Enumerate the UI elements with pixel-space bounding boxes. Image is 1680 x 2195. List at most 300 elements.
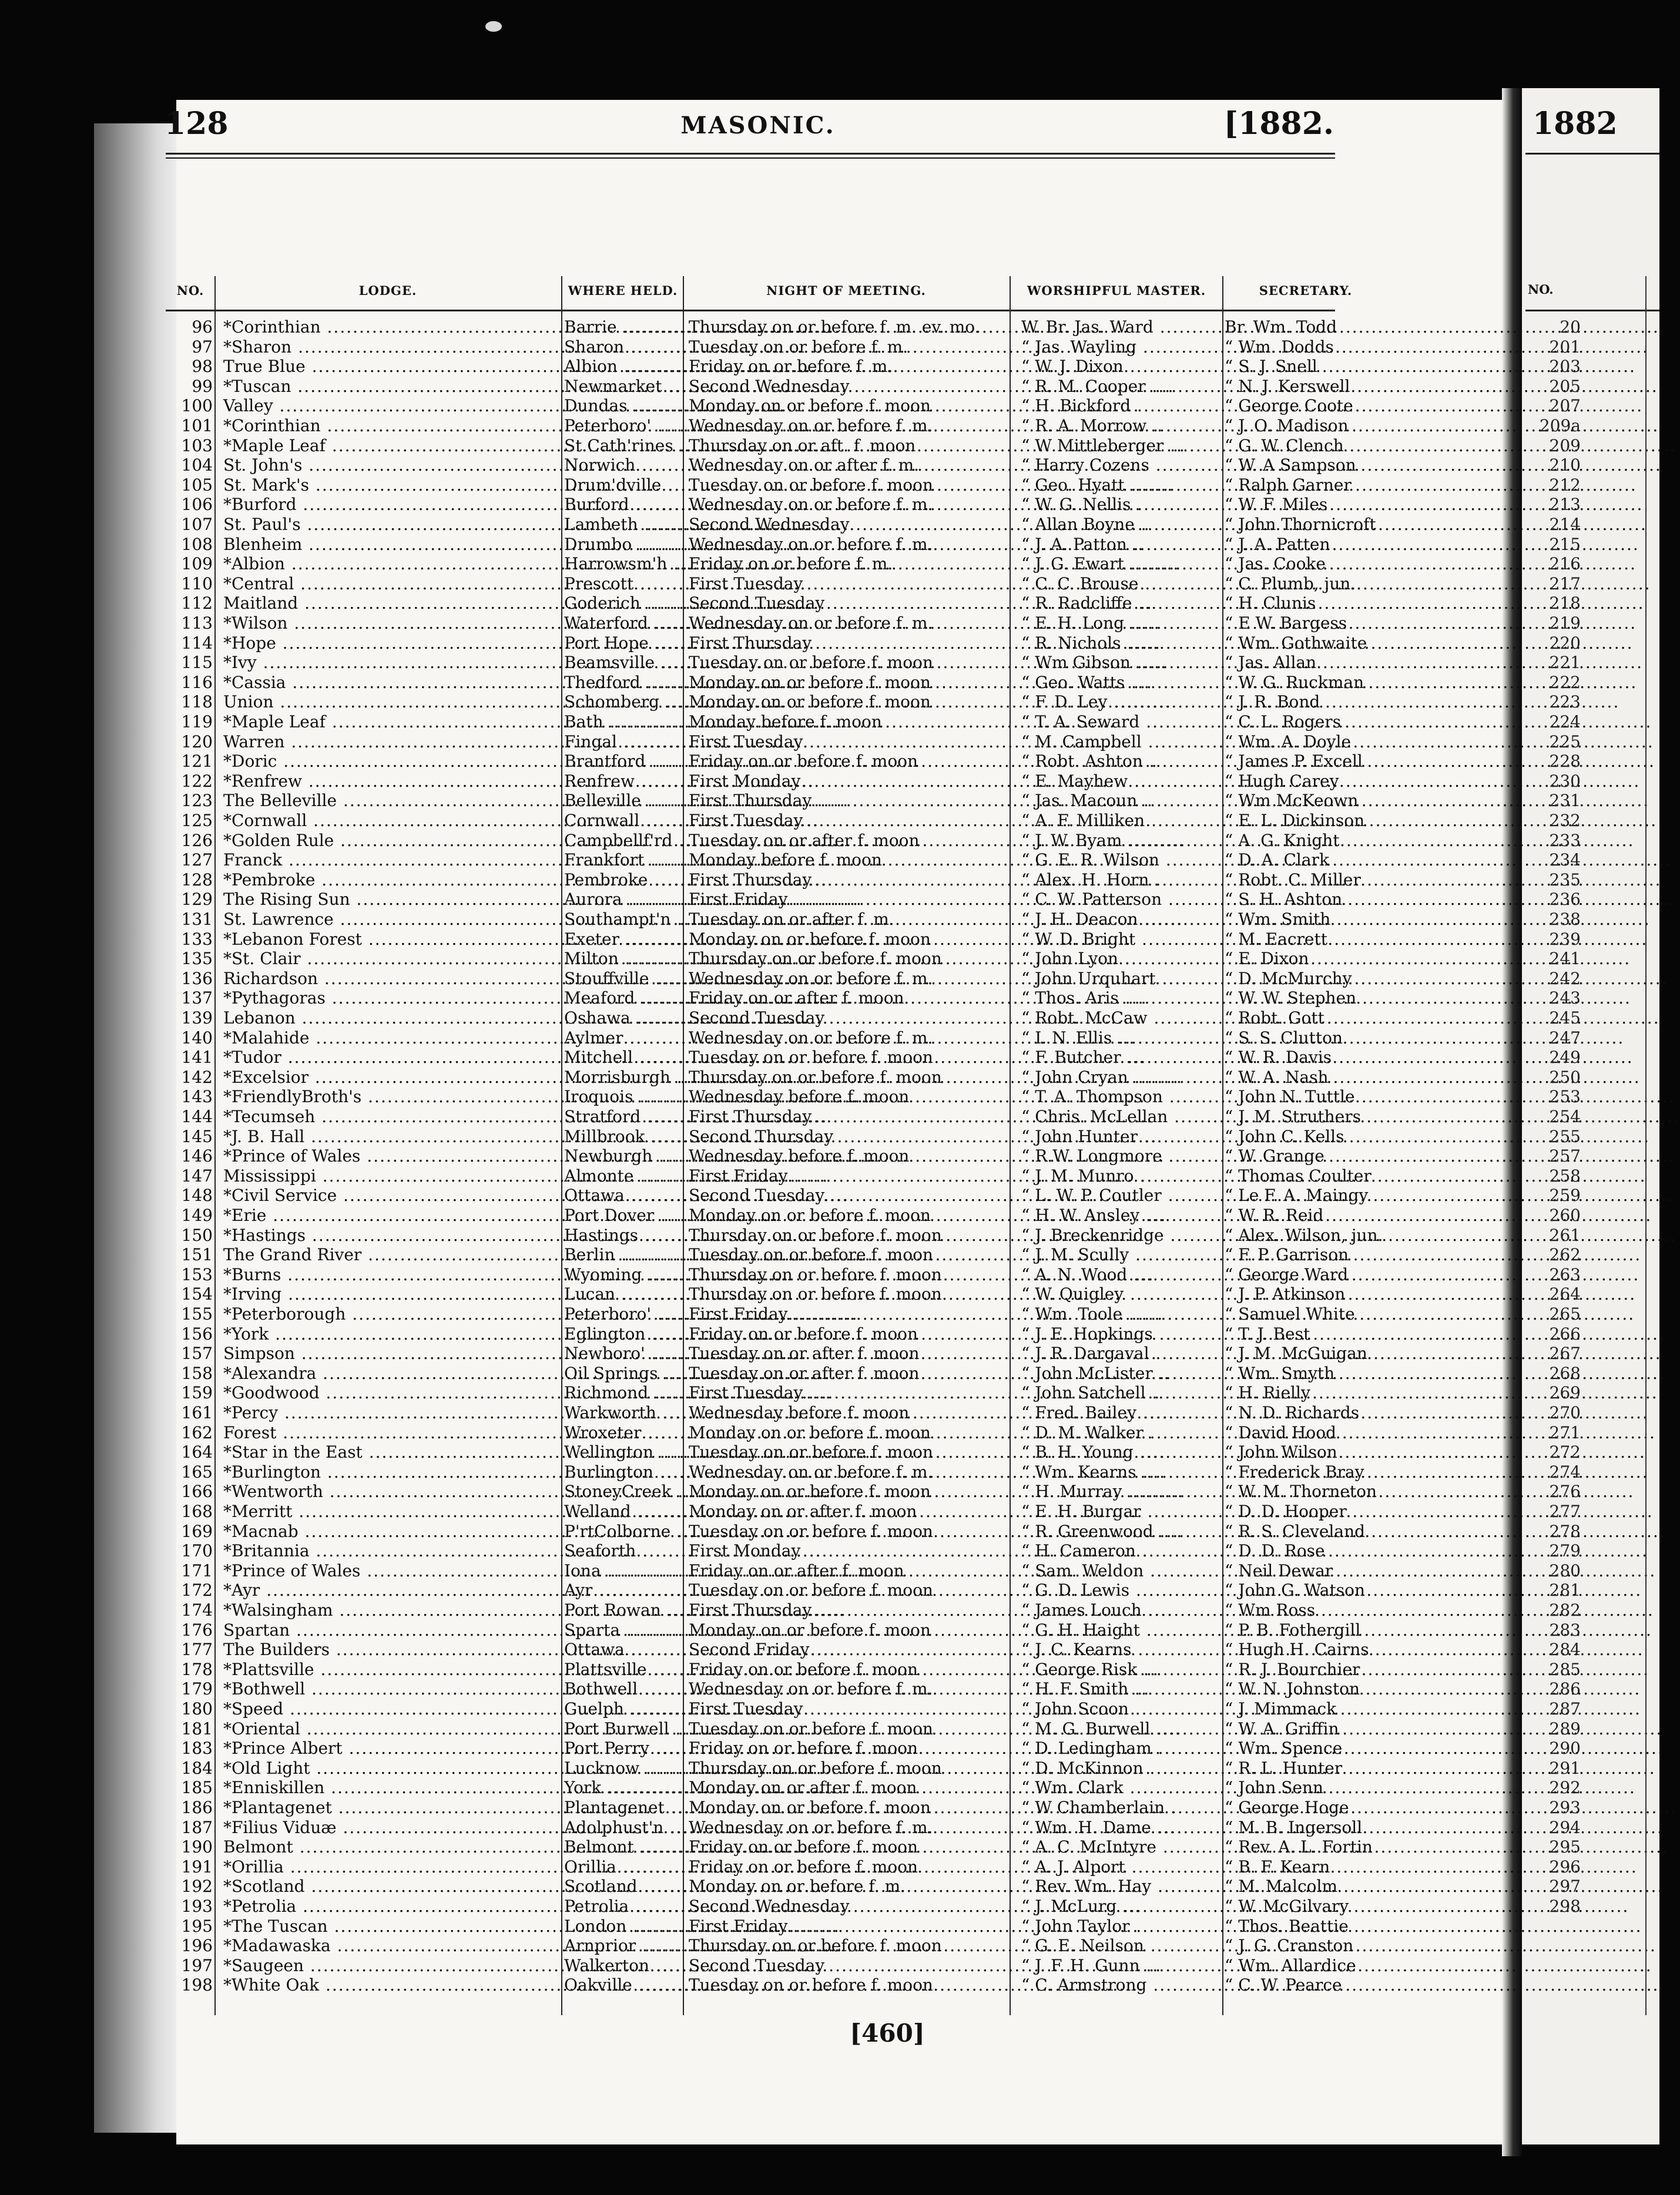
meeting-night: Tuesday on or before f. moon [689,1975,933,1995]
lodge-location: Bath ..... [564,712,693,732]
lodge-number: 135 [181,949,213,969]
lodge-number: 116 [181,672,213,692]
lodge-location: Almonte ..... [564,1166,693,1186]
lodge-location: Barrie ..... [564,317,693,337]
lodge-number: 131 [181,909,213,929]
worshipful-master: “ W. D. Bright ..... [1021,929,1222,949]
secretary: “ Samuel White [1225,1304,1355,1324]
facing-page-lodge-number: 221 [1549,653,1581,673]
worshipful-master: “ L. W. P. Coutler ..... [1021,1186,1222,1206]
worshipful-master: “ James Louch ..... [1021,1600,1222,1620]
meeting-night: Monday on or before f. moon [689,929,931,949]
secretary: “ R. S. Cleveland [1225,1521,1366,1541]
lodge-number: 159 [181,1383,213,1403]
lodge-number: 184 [181,1758,213,1778]
lodge-name: Mississippi ..... [223,1166,561,1186]
facing-page-lodge-number: 209a [1539,416,1581,435]
worshipful-master: “ G. E. R. Wilson ..... [1021,850,1222,870]
facing-page-lodge-number: 279 [1549,1541,1581,1561]
secretary: “ T. J. Best [1225,1324,1310,1344]
secretary: “ J. G. Cranston [1225,1936,1354,1956]
secretary: Br. Wm. Todd [1225,317,1337,337]
facing-page-lodge-number: 257 [1549,1146,1581,1166]
secretary: “ D. D. Rose [1225,1541,1325,1561]
lodge-location: Peterboro' ..... [564,1304,693,1324]
lodge-location: Port Rowan ..... [564,1600,693,1620]
facing-page-lodge-number: 245 [1549,1008,1581,1028]
worshipful-master: “ H. W. Ansley ..... [1021,1206,1222,1226]
worshipful-master: “ B. H. Young ..... [1021,1442,1222,1462]
worshipful-master: “ E. Mayhew ..... [1021,771,1222,791]
lodge-name: *Sharon ..... [223,337,561,357]
lodge-name: *Corinthian ..... [223,317,561,337]
lodge-location: Burlington ..... [564,1462,693,1482]
worshipful-master: “ Wm. H. Dame ..... [1021,1818,1222,1838]
lodge-name: *Old Light ..... [223,1758,561,1778]
worshipful-master: “ J. M. Munro ..... [1021,1166,1222,1186]
lodge-location: Renfrew ..... [564,771,693,791]
worshipful-master: “ A. F. Milliken ..... [1021,811,1222,831]
worshipful-master: “ T. A. Thompson ..... [1021,1087,1222,1107]
meeting-night: Thursday on or before f. moon [689,1264,942,1284]
lodge-location: Peterboro' ..... [564,416,693,436]
secretary: “ Jas. Cooke [1225,554,1326,574]
lodge-location: Meaford ..... [564,988,693,1008]
lodge-name: Belmont ..... [223,1837,561,1857]
worshipful-master: “ W. G. Nellis ..... [1021,495,1222,515]
lodge-number: 107 [181,515,213,534]
worshipful-master: “ Wm. Kearns ..... [1021,1462,1222,1482]
worshipful-master: “ Thos. Aris ..... [1021,988,1222,1008]
lodge-name: *Albion ..... [223,554,561,574]
worshipful-master: “ M. G. Burwell ..... [1021,1719,1222,1739]
lodge-name: *Walsingham ..... [223,1600,561,1620]
page-footer-number: [460] [850,2019,925,2048]
lodge-location: P'rtColborne ..... [564,1522,693,1542]
secretary: “ Thos. Beattie [1225,1916,1349,1936]
secretary: “ W. N. Johnston [1225,1679,1360,1699]
meeting-night: Tuesday on or before f. moon [689,1245,933,1265]
lodge-name: St. Mark's ..... [223,475,561,495]
lodge-name: *Goodwood ..... [223,1383,561,1403]
secretary: “ Wm. Smith [1225,909,1331,929]
facing-page-lodge-number: 293 [1549,1798,1581,1817]
lodge-number: 122 [181,771,213,791]
worshipful-master: “ H. Bickford ..... [1021,396,1222,416]
lodge-number: 196 [181,1936,213,1956]
page-year: [1882. [1223,106,1334,142]
meeting-night: Wednesday before f. moon [689,1146,910,1166]
lodge-name: *Excelsior ..... [223,1068,561,1088]
meeting-night: Tuesday on or before f. moon [689,1521,933,1541]
lodge-number: 178 [181,1659,213,1679]
lodge-number: 129 [181,890,213,909]
secretary: “ D. McMurchy [1225,968,1352,988]
worshipful-master: “ Jas. Macoun ..... [1021,791,1222,811]
secretary: “ W. G. Ruckman [1225,672,1364,692]
lodge-number: 133 [181,929,213,949]
secretary: “ Le F. A. Maingy [1225,1186,1369,1206]
film-speck [485,21,502,32]
secretary: “ Wm. Spence [1225,1738,1343,1758]
lodge-name: *Burlington ..... [223,1462,561,1482]
secretary: “ G. W. Clench [1225,435,1344,455]
lodge-number: 146 [181,1146,213,1166]
secretary: “ J. O. Madison [1225,416,1349,435]
meeting-night: Second Tuesday [689,593,825,613]
lodge-location: Lucknow ..... [564,1758,693,1778]
lodge-name: True Blue ..... [223,357,561,377]
lodge-number: 141 [181,1048,213,1068]
lodge-name: *FriendlyBroth's ..... [223,1087,561,1107]
secretary: “ Wm. Allardice [1225,1955,1356,1975]
worshipful-master: “ John McLister ..... [1021,1364,1222,1384]
lodge-location: Schomberg ..... [564,692,693,712]
column-header-rule [166,310,1335,311]
lodge-name: *Oriental ..... [223,1719,561,1739]
secretary: “ S. S. Clutton [1225,1028,1343,1048]
lodge-name: *Orillia ..... [223,1857,561,1877]
lodge-name: *Alexandra ..... [223,1364,561,1384]
facing-page-lodge-number: 286 [1549,1679,1581,1699]
lodge-location: Iona ..... [564,1561,693,1581]
worshipful-master: W. Br. Jas. Ward ..... [1021,317,1222,337]
lodge-location: Prescott ..... [564,574,693,594]
meeting-night: Friday on or before f. moon [689,1857,918,1877]
lodge-location: Wyoming ..... [564,1265,693,1285]
meeting-night: Wednesday on or before f. m. [689,1679,933,1699]
lodge-number: 156 [181,1324,213,1344]
lodge-location: Newburgh ..... [564,1146,693,1166]
facing-page-column-divider [1645,276,1647,2015]
lodge-number: 149 [181,1206,213,1225]
facing-page-lodge-number: 284 [1549,1640,1581,1660]
lodge-number: 136 [181,968,213,988]
lodge-location: Oakville ..... [564,1975,693,1995]
secretary: “ Hugh H. Cairns [1225,1640,1369,1660]
facing-page-lodge-number: 266 [1549,1324,1581,1344]
lodge-number: 97 [192,337,213,357]
worshipful-master: “ Harry Cozens ..... [1021,455,1222,475]
meeting-night: Thursday on or before f. moon [689,1067,942,1087]
lodge-name: *The Tuscan ..... [223,1917,561,1936]
secretary: “ C. L. Rogers [1225,712,1342,731]
lodge-name: *Burns ..... [223,1265,561,1285]
worshipful-master: “ Wm Gibson ..... [1021,653,1222,673]
lodge-name: *Percy ..... [223,1403,561,1423]
lodge-location: Millbrook ..... [564,1127,693,1147]
secretary: “ Jas. Allan [1225,653,1317,673]
lodge-name: *Tudor ..... [223,1048,561,1068]
meeting-night: Second Wednesday [689,1897,850,1916]
meeting-night: Friday on or after f. moon [689,988,904,1008]
meeting-night: First Tuesday [689,1383,803,1403]
facing-page-rule [1525,153,1659,155]
worshipful-master: “ T. A. Seward ..... [1021,712,1222,732]
meeting-night: Monday on or before f. m. [689,1877,906,1897]
facing-page-lodge-number: 295 [1549,1837,1581,1857]
worshipful-master: “ Allan Boyne ..... [1021,515,1222,535]
secretary: “ W. A. Griffin [1225,1719,1339,1738]
facing-page-lodge-number: 269 [1549,1383,1581,1403]
lodge-number: 155 [181,1304,213,1324]
lodge-name: The Rising Sun ..... [223,890,561,909]
worshipful-master: “ C. Armstrong ..... [1021,1975,1222,1995]
lodge-location: Sparta ..... [564,1620,693,1640]
meeting-night: Thursday on or before f. moon [689,1284,942,1304]
secretary: “ Robt. C. Miller [1225,870,1361,890]
facing-page-lodge-number: 218 [1549,593,1581,613]
lodge-name: *Petrolia ..... [223,1897,561,1917]
lodge-location: Wroxeter ..... [564,1423,693,1443]
facing-page-lodge-number: 276 [1549,1482,1581,1502]
lodge-location: St.Cath'rines ..... [564,436,693,456]
facing-page-lodge-number: 287 [1549,1699,1581,1719]
meeting-night: Wednesday before f. moon [689,1403,910,1422]
lodge-name: The Builders ..... [223,1640,561,1660]
lodge-name: *Central ..... [223,574,561,594]
secretary: “ J. M. McGuigan [1225,1344,1367,1364]
meeting-night: Friday on or before f. moon [689,1659,918,1679]
meeting-night: Tuesday on or after f. moon [689,1363,920,1383]
facing-page-lodge-number: 210 [1549,455,1581,475]
lodge-number: 101 [181,416,213,435]
lodge-number: 181 [181,1719,213,1738]
lodge-name: *Tuscan ..... [223,377,561,397]
lodge-name: Valley ..... [223,396,561,416]
lodge-number: 162 [181,1422,213,1442]
meeting-night: Second Thursday [689,1126,834,1146]
facing-page-lodge-number: 241 [1549,949,1581,969]
lodge-name: *Cornwall ..... [223,811,561,831]
worshipful-master: “ J. R. Dargaval ..... [1021,1344,1222,1364]
meeting-night: Second Wednesday [689,376,850,396]
lodge-number: 195 [181,1916,213,1936]
page-number: 128 [165,106,229,142]
lodge-number: 197 [181,1955,213,1975]
lodge-number: 103 [181,435,213,455]
secretary: “ H. Clunis [1225,593,1316,613]
facing-page-lodge-number: 294 [1549,1817,1581,1837]
column-header-secretary: SECRETARY. [1259,283,1353,298]
lodge-name: *Plantagenet ..... [223,1798,561,1818]
lodge-name: Maitland ..... [223,593,561,613]
facing-page-lodge-number: 238 [1549,909,1581,929]
facing-page-column-header-no: NO. [1528,282,1554,297]
lodge-name: *Britannia ..... [223,1541,561,1561]
facing-page-lodge-number: 282 [1549,1600,1581,1620]
worshipful-master: “ G. E. Neilson ..... [1021,1936,1222,1956]
meeting-night: First Monday [689,771,801,791]
facing-page-lodge-number: 298 [1549,1897,1581,1916]
meeting-night: Friday on or before f. moon [689,1837,918,1857]
meeting-night: Friday on or before f. m. [689,554,893,574]
worshipful-master: “ R. A. Morrow ..... [1021,416,1222,436]
secretary: “ Wm McKeown [1225,791,1359,811]
lodge-name: *Tecumseh ..... [223,1107,561,1127]
lodge-location: Mitchell ..... [564,1048,693,1068]
secretary: “ Rev. A. L. Fortin [1225,1837,1373,1857]
lodge-location: Newmarket ..... [564,377,693,397]
lodge-number: 145 [181,1126,213,1146]
meeting-night: First Friday [689,1304,788,1324]
secretary: “ W. F. Miles [1225,495,1328,515]
lodge-name: *Saugeen ..... [223,1956,561,1976]
secretary: “ J. R. Bond [1225,692,1320,712]
lodge-location: Cornwall ..... [564,811,693,831]
facing-page-lodge-number: 205 [1549,376,1581,396]
facing-page-lodge-number: 234 [1549,850,1581,870]
worshipful-master: “ Jas. Wayling ..... [1021,337,1222,357]
meeting-night: Thursday on or before f. moon [689,1225,942,1245]
lodge-name: Simpson ..... [223,1344,561,1364]
lodge-name: *Scotland ..... [223,1877,561,1897]
lodge-name: *White Oak ..... [223,1975,561,1995]
meeting-night: Tuesday on or before f. m. [689,337,908,357]
lodge-name: Richardson ..... [223,969,561,989]
meeting-night: Second Tuesday [689,1955,825,1975]
worshipful-master: “ Geo. Watts ..... [1021,673,1222,693]
meeting-night: Thursday on or before f. m. ev. mo. [689,317,980,337]
facing-page-lodge-number: 270 [1549,1403,1581,1422]
lodge-name: *Bothwell ..... [223,1679,561,1699]
secretary: “ John N. Tuttle [1225,1087,1355,1107]
lodge-location: London ..... [564,1917,693,1936]
lodge-name: *Doric ..... [223,751,561,771]
meeting-night: Second Friday [689,1640,810,1660]
worshipful-master: “ J. G. Ewart ..... [1021,554,1222,574]
worshipful-master: “ A. J. Alport ..... [1021,1857,1222,1877]
lodge-location: Thedford ..... [564,673,693,693]
lodge-number: 125 [181,811,213,830]
facing-page-lodge-number: 264 [1549,1284,1581,1304]
lodge-location: Pembroke ..... [564,870,693,890]
meeting-night: Thursday on or before f. moon [689,949,942,969]
worshipful-master: “ Robt. Ashton ..... [1021,751,1222,771]
secretary: “ D. D. Hooper [1225,1502,1347,1521]
worshipful-master: “ J. E. Hopkings ..... [1021,1324,1222,1344]
worshipful-master: “ R. M. Cooper ..... [1021,377,1222,397]
facing-page-lodge-number: 255 [1549,1126,1581,1146]
worshipful-master: “ F. Butcher ..... [1021,1048,1222,1068]
lodge-number: 120 [181,731,213,751]
meeting-night: Second Tuesday [689,1008,825,1028]
lodge-number: 112 [181,593,213,613]
lodge-location: Norwich ..... [564,455,693,475]
secretary: “ Wm. Smyth [1225,1363,1335,1383]
lodge-number: 108 [181,534,213,554]
facing-page-lodge-number: 225 [1549,731,1581,751]
lodge-location: Eglington ..... [564,1324,693,1344]
lodge-location: Burford ..... [564,495,693,515]
secretary: “ George Ward [1225,1264,1349,1284]
lodge-location: Exeter ..... [564,929,693,949]
lodge-number: 118 [181,692,213,712]
lodge-location: Milton ..... [564,949,693,969]
lodge-location: Port Hope ..... [564,633,693,653]
facing-page-lodge-number: 247 [1549,1028,1581,1048]
lodge-location: Walkerton ..... [564,1956,693,1976]
lodge-location: Petrolia ..... [564,1897,693,1917]
facing-page-lodge-number: 289 [1549,1719,1581,1738]
facing-page-lodge-number: 280 [1549,1560,1581,1580]
worshipful-master: “ J. Breckenridge ..... [1021,1226,1222,1246]
facing-page-lodge-number: 290 [1549,1738,1581,1758]
meeting-night: First Friday [689,1166,788,1186]
facing-page-lodge-number: 261 [1549,1225,1581,1245]
column-divider [214,276,216,2015]
lodge-location: Aurora ..... [564,890,693,909]
facing-page-lodge-number: 253 [1549,1087,1581,1107]
meeting-night: Tuesday on or before f. moon [689,475,933,495]
lodge-number: 186 [181,1798,213,1817]
worshipful-master: “ H. Murray ..... [1021,1482,1222,1502]
worshipful-master: “ J. H. Deacon ..... [1021,909,1222,929]
lodge-number: 119 [181,712,213,731]
secretary: “ M. Eacrett [1225,929,1327,949]
lodge-location: Campbellf'rd ..... [564,831,693,851]
lodge-number: 185 [181,1778,213,1798]
lodge-location: Oshawa ..... [564,1008,693,1028]
lodge-location: Beamsville ..... [564,653,693,673]
worshipful-master: “ M. Campbell ..... [1021,732,1222,752]
lodge-location: Drumbo ..... [564,535,693,555]
lodge-location: Aylmer ..... [564,1028,693,1048]
lodge-number: 110 [181,573,213,593]
facing-page-lodge-number: 285 [1549,1659,1581,1679]
secretary: “ F. P. Garrison [1225,1245,1349,1265]
lodge-name: Blenheim ..... [223,535,561,555]
secretary: “ R. J. Bourchier [1225,1659,1360,1679]
lodge-name: *Filius Viduæ ..... [223,1818,561,1838]
facing-page-lodge-number: 259 [1549,1186,1581,1206]
secretary: “ W. M. Thorneton [1225,1482,1377,1502]
column-header-where: WHERE HELD. [568,283,678,298]
worshipful-master: “ W. J. Dixon ..... [1021,357,1222,377]
secretary: “ W. Grange [1225,1146,1324,1166]
meeting-night: Monday on or before f. moon [689,1206,931,1225]
facing-page-lodge-number: 271 [1549,1422,1581,1442]
lodge-name: *Pythagoras ..... [223,988,561,1008]
facing-page-lodge-number: 281 [1549,1580,1581,1600]
lodge-name: *Ivy ..... [223,653,561,673]
meeting-night: First Tuesday [689,1699,803,1719]
meeting-night: Thursday on or before f. moon [689,1936,942,1956]
lodge-number: 169 [181,1521,213,1541]
facing-page-lodge-number: 278 [1549,1521,1581,1541]
facing-page-lodge-number: 203 [1549,357,1581,377]
lodge-name: *Ayr ..... [223,1580,561,1600]
facing-page-lodge-number: 297 [1549,1877,1581,1897]
meeting-night: First Friday [689,890,788,909]
worshipful-master: “ Wm. Toole ..... [1021,1304,1222,1324]
meeting-night: Wednesday on or before f. m. [689,1028,933,1048]
worshipful-master: “ J. W. Byam ..... [1021,831,1222,851]
meeting-night: Friday on or after f. moon [689,1560,904,1580]
lodge-number: 198 [181,1975,213,1995]
lodge-number: 128 [181,870,213,890]
lodge-number: 153 [181,1264,213,1284]
secretary: “ Wm. Gothwaite [1225,633,1367,653]
secretary: “ James P. Excell [1225,751,1363,771]
secretary: “ N. J. Kerswell [1225,376,1350,396]
facing-page-lodge-number: 219 [1549,613,1581,633]
lodge-location: Ottawa ..... [564,1186,693,1206]
secretary: “ John G. Watson [1225,1580,1365,1600]
facing-page-lodge-number: 267 [1549,1344,1581,1364]
facing-page-year: 1882 [1533,106,1618,142]
facing-page-lodge-number: 209 [1549,435,1581,455]
